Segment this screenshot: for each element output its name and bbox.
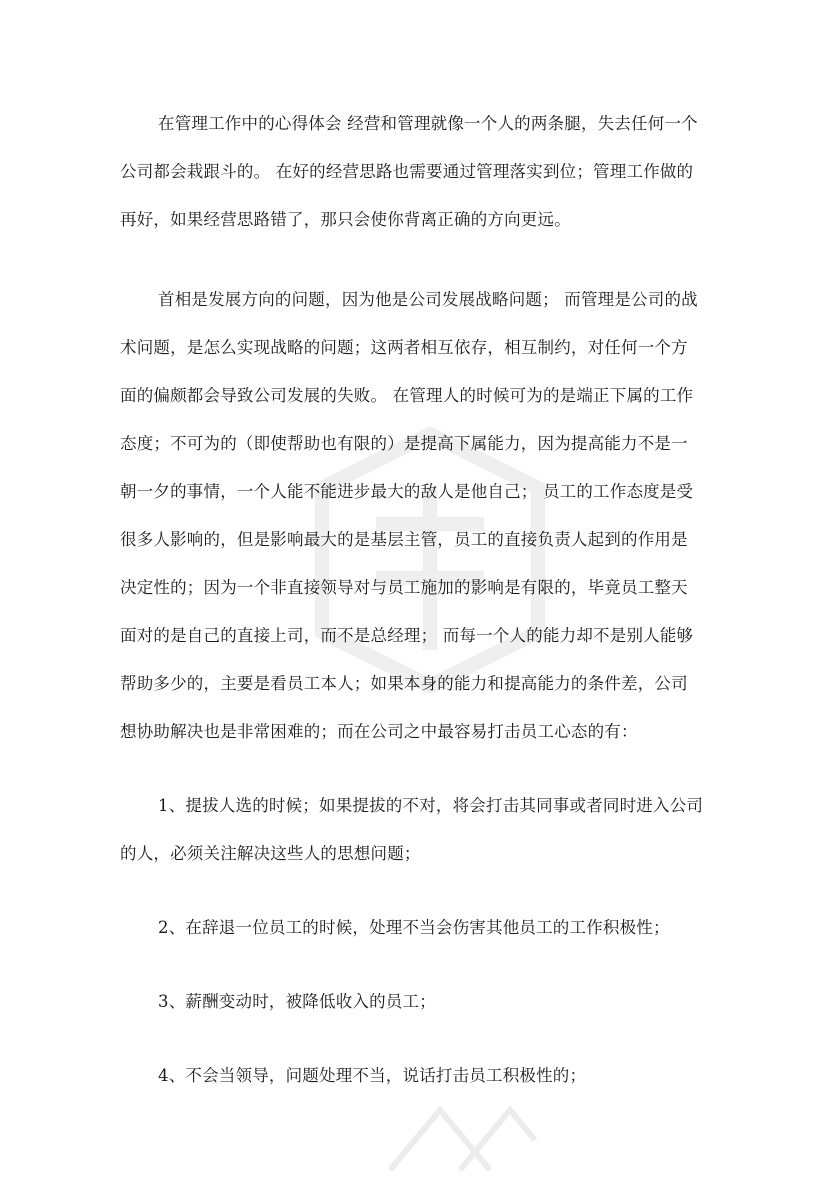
paragraph-strategy <box>120 276 698 756</box>
text-line: 帮助多少的，主要是看员工本人；如果本身的能力和提高能力的条件差，公司 <box>120 674 688 693</box>
text-line: 想协助解决也是非常困难的；而在公司之中最容易打击员工心态的有： <box>120 722 638 741</box>
text-line: 面对的是自己的直接上司，而不是总经理； 而每一个人的能力却不是别人能够 <box>120 626 694 645</box>
text-line: 面的偏颇都会导致公司发展的失败。 在管理人的时候可为的是端正下属的工作 <box>120 386 694 405</box>
text-line: 2、在辞退一位员工的时候，处理不当会伤害其他员工的工作积极性； <box>158 918 670 937</box>
text-line: 态度；不可为的（即使帮助也有限的）是提高下属能力，因为提高能力不是一 <box>120 434 688 453</box>
text-line: 决定性的；因为一个非直接领导对与员工施加的影响是有限的，毕竟员工整天 <box>120 578 688 597</box>
text-line: 4、不会当领导，问题处理不当，说话打击员工积极性的； <box>158 1066 587 1085</box>
document-body <box>120 100 704 1100</box>
list-item-1 <box>120 782 704 878</box>
text-line: 3、薪酬变动时，被降低收入的员工； <box>158 992 436 1011</box>
text-line: 首相是发展方向的问题，因为他是公司发展战略问题； 而管理是公司的战 <box>158 290 698 309</box>
list-item-2 <box>158 904 694 952</box>
text-line: 很多人影响的，但是影响最大的是基层主管，员工的直接负责人起到的作用是 <box>120 530 688 549</box>
text-line: 公司都会栽跟斗的。 在好的经营思路也需要通过管理落实到位；管理工作做的 <box>120 162 694 181</box>
list-item-3 <box>158 978 694 1026</box>
paragraph-intro <box>120 100 698 244</box>
text-line: 术问题，是怎么实现战略的问题；这两者相互依存，相互制约，对任何一个方 <box>120 338 688 357</box>
text-line: 1、提拔人选的时候；如果提拔的不对，将会打击其同事或者同时进入公司 <box>158 796 704 815</box>
text-line: 在管理工作中的心得体会 经营和管理就像一个人的两条腿，失去任何一个 <box>158 114 698 133</box>
text-line: 的人，必须关注解决这些人的思想问题； <box>120 844 421 863</box>
text-line: 朝一夕的事情，一个人能不能进步最大的敌人是他自己； 员工的工作态度是受 <box>120 482 694 501</box>
list-item-4 <box>158 1052 694 1100</box>
watermark-corner-icon <box>380 1090 540 1180</box>
text-line: 再好，如果经营思路错了，那只会使你背离正确的方向更远。 <box>120 210 571 229</box>
